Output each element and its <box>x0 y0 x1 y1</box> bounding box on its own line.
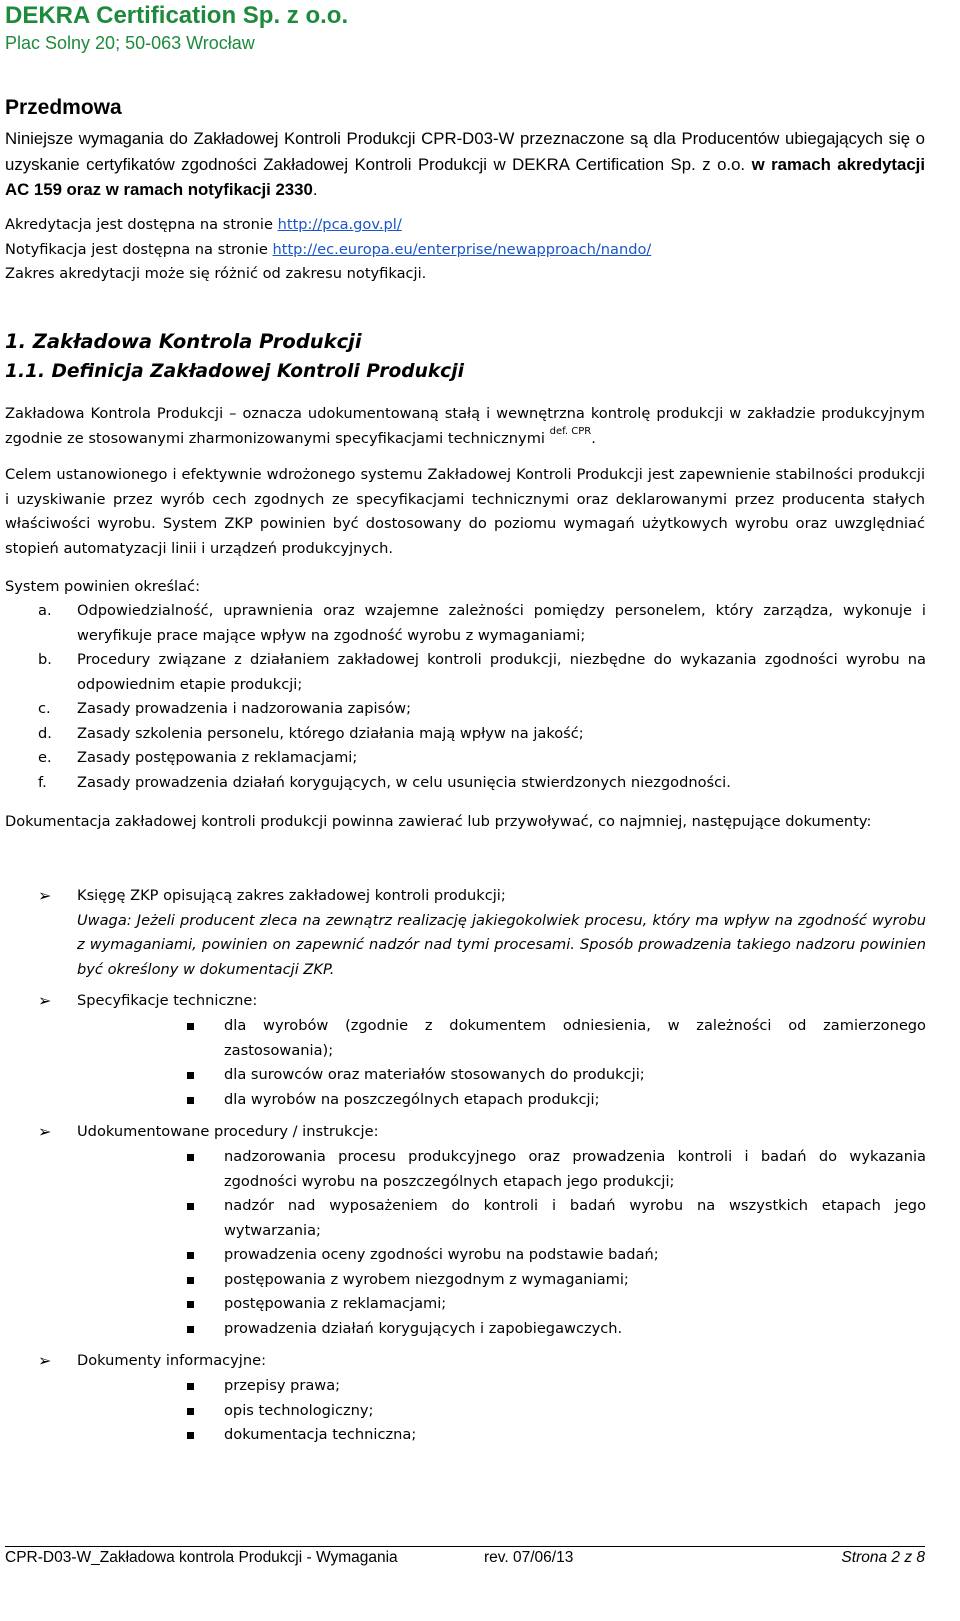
sub-list-item <box>185 1292 926 1317</box>
sub-list-item-text: dla wyrobów na poszczególnych etapach produkcji; <box>224 1090 600 1108</box>
list-item-text: Zasady postępowania z reklamacjami; <box>77 749 358 766</box>
doc-item-zkp-book <box>38 884 926 982</box>
doc-item-informational <box>38 1349 926 1374</box>
system-intro: System powinien określać: <box>5 578 200 595</box>
accreditation-text: Akredytacja jest dostępna na stronie <box>5 216 278 233</box>
doc-item-label: Księgę ZKP opisującą zakres zakładowej kontroli produkcji; <box>77 887 506 904</box>
arrow-bullet-icon: ➢ <box>38 886 52 905</box>
list-marker: e. <box>38 749 52 766</box>
specifications-sublist <box>185 1014 926 1112</box>
doc-item-label: Dokumenty informacyjne: <box>77 1352 266 1369</box>
list-item <box>38 771 926 796</box>
list-marker: b. <box>38 651 52 668</box>
sub-list-item-text: przepisy prawa; <box>224 1377 341 1394</box>
list-item <box>38 697 926 722</box>
arrow-bullet-icon: ➢ <box>38 1351 52 1370</box>
sub-list-item <box>185 1194 926 1243</box>
preface-title: Przedmowa <box>5 96 122 119</box>
sub-list-item-text: dla wyrobów (zgodnie z dokumentem odniesienia, w zależności od zamierzonego zastosowania); <box>224 1017 926 1059</box>
preface-text-end: . <box>312 180 318 199</box>
arrow-bullet-icon: ➢ <box>38 991 52 1010</box>
preface-text: Niniejsze wymagania do Zakładowej Kontroli Produkcji CPR-D03-W przeznaczone są dla Producentów ubiegających się o uzyskanie certyfikatów zgodności Zakładowej Kontroli Produkcji w DEKRA Certification Sp. z o.o. <box>5 129 925 174</box>
footer-divider <box>5 1546 925 1547</box>
list-item-text: Zasady prowadzenia działań korygujących, w celu usunięcia stwierdzonych niezgodności. <box>77 773 731 791</box>
square-bullet-icon <box>187 1023 194 1030</box>
preface-bold-text: w ramach akredytacji AC 159 oraz w ramach notyfikacji 2330 <box>5 154 925 199</box>
list-item-text: Procedury związane z działaniem zakładowej kontroli produkcji, niezbędne do wykazania zgodności wyrobu na odpowiednim etapie produkcji; <box>77 651 926 693</box>
doc-item-note: Uwaga: Jeżeli producent zleca na zewnątrz realizację jakiegokolwiek procesu, który ma wpływ na zgodność wyrobu z wymaganiami, powinien on zapewnić nadzór nad tymi procesami. Sposób prowadzenia takiego nadzoru powinien być określony w dokumentacji ZKP. <box>77 911 926 978</box>
scope-note: Zakres akredytacji może się różnić od zakresu notyfikacji. <box>5 265 427 282</box>
accreditation-line <box>5 213 925 238</box>
sub-list-item-text: postępowania z wyrobem niezgodnym z wymaganiami; <box>224 1270 629 1288</box>
preface-paragraph <box>5 127 925 204</box>
notification-link[interactable]: http://ec.europa.eu/enterprise/newapproach/nando/ <box>272 241 652 258</box>
informational-sublist <box>185 1374 926 1448</box>
sub-list-item <box>185 1063 926 1088</box>
definition-text: Zakładowa Kontrola Produkcji – oznacza udokumentowaną stałą i wewnętrzna kontrolę produkcji w zakładzie produkcyjnym zgodnie ze stosowanymi zharmonizowanymi specyfikacjami technicznymi <box>5 405 925 447</box>
sub-list-item <box>185 1317 926 1342</box>
definition-paragraph <box>5 402 925 451</box>
footer-page-number: Strona 2 z 8 <box>841 1549 925 1566</box>
list-marker: c. <box>38 700 51 717</box>
list-item-text: Zasady prowadzenia i nadzorowania zapisów; <box>77 700 411 717</box>
purpose-paragraph: Celem ustanowionego i efektywnie wdrożonego systemu Zakładowej Kontroli Produkcji jest zapewnienie stabilności produkcji i uzyskiwanie przez wyrób cech zgodnych ze specyfikacjami technicznymi oraz deklarowanymi przez producenta stałych właściwości wyrobu. System ZKP powinien być dostosowany do poziomu wymagań użytkowych wyrobu oraz uwzględniać stopień automatyzacji linii i urządzeń produkcyjnych. <box>5 466 925 557</box>
accreditation-link[interactable]: http://pca.gov.pl/ <box>277 216 402 233</box>
section-heading: 1. Zakładowa Kontrola Produkcji <box>5 330 362 353</box>
sub-list-item-text: dla surowców oraz materiałów stosowanych do produkcji; <box>224 1066 645 1083</box>
sub-list-item <box>185 1088 926 1113</box>
list-marker: f. <box>38 773 47 791</box>
sub-list-item-text: nadzór nad wyposażeniem do kontroli i badań wyrobu na wszystkich etapach jego wytwarzania; <box>224 1197 926 1239</box>
square-bullet-icon <box>187 1072 194 1079</box>
sub-list-item <box>185 1014 926 1063</box>
doc-item-label: Udokumentowane procedury / instrukcje: <box>77 1123 379 1140</box>
doc-item-procedures <box>38 1120 926 1145</box>
notification-text: Notyfikacja jest dostępna na stronie <box>5 241 273 258</box>
square-bullet-icon <box>187 1301 194 1308</box>
sub-list-item-text: postępowania z reklamacjami; <box>224 1295 447 1312</box>
list-item-text: Odpowiedzialność, uprawnienia oraz wzajemne zależności pomiędzy personelem, który zarządza, wykonuje i weryfikuje prace mające wpływ na zgodność wyrobu z wymaganiami; <box>77 602 926 644</box>
square-bullet-icon <box>187 1408 194 1415</box>
square-bullet-icon <box>187 1383 194 1390</box>
sub-list-item <box>185 1145 926 1194</box>
sub-list-item <box>185 1399 926 1424</box>
sub-list-item-text: prowadzenia działań korygujących i zapobiegawczych. <box>224 1319 623 1337</box>
sub-list-item-text: opis technologiczny; <box>224 1401 374 1419</box>
sub-list-item <box>185 1243 926 1268</box>
definition-text-end: . <box>591 429 596 447</box>
definition-superscript: def. CPR <box>549 425 592 437</box>
company-name: DEKRA Certification Sp. z o.o. <box>5 2 349 29</box>
square-bullet-icon <box>187 1277 194 1284</box>
sub-list-item-text: dokumentacja techniczna; <box>224 1426 417 1443</box>
list-marker: a. <box>38 602 52 619</box>
sub-list-item-text: nadzorowania procesu produkcyjnego oraz prowadzenia kontroli i badań do wykazania zgodności wyrobu na poszczególnych etapach jego produkcji; <box>224 1148 926 1190</box>
company-address: Plac Solny 20; 50-063 Wrocław <box>5 33 255 53</box>
list-item <box>38 746 926 771</box>
sub-list-item-text: prowadzenia oceny zgodności wyrobu na podstawie badań; <box>224 1246 659 1263</box>
sub-list-item <box>185 1423 926 1448</box>
notification-line <box>5 238 925 263</box>
square-bullet-icon <box>187 1154 194 1161</box>
square-bullet-icon <box>187 1203 194 1210</box>
footer-revision: rev. 07/06/13 <box>484 1549 574 1566</box>
arrow-bullet-icon: ➢ <box>38 1122 52 1141</box>
documentation-intro: Dokumentacja zakładowej kontroli produkcji powinna zawierać lub przywoływać, co najmniej, następujące dokumenty: <box>5 813 872 830</box>
square-bullet-icon <box>187 1097 194 1104</box>
square-bullet-icon <box>187 1432 194 1439</box>
sub-list-item <box>185 1374 926 1399</box>
list-item <box>38 599 926 648</box>
list-item-text: Zasady szkolenia personelu, którego działania mają wpływ na jakość; <box>77 724 584 742</box>
list-item <box>38 648 926 697</box>
doc-item-specifications <box>38 989 926 1014</box>
section-subheading: 1.1. Definicja Zakładowej Kontroli Produkcji <box>5 361 464 382</box>
list-item <box>38 722 926 747</box>
procedures-sublist <box>185 1145 926 1341</box>
doc-item-label: Specyfikacje techniczne: <box>77 992 258 1009</box>
sub-list-item <box>185 1268 926 1293</box>
system-requirements-list <box>38 599 926 795</box>
square-bullet-icon <box>187 1326 194 1333</box>
square-bullet-icon <box>187 1252 194 1259</box>
footer-document-name: CPR-D03-W_Zakładowa kontrola Produkcji - Wymagania <box>5 1549 398 1566</box>
list-marker: d. <box>38 724 52 742</box>
